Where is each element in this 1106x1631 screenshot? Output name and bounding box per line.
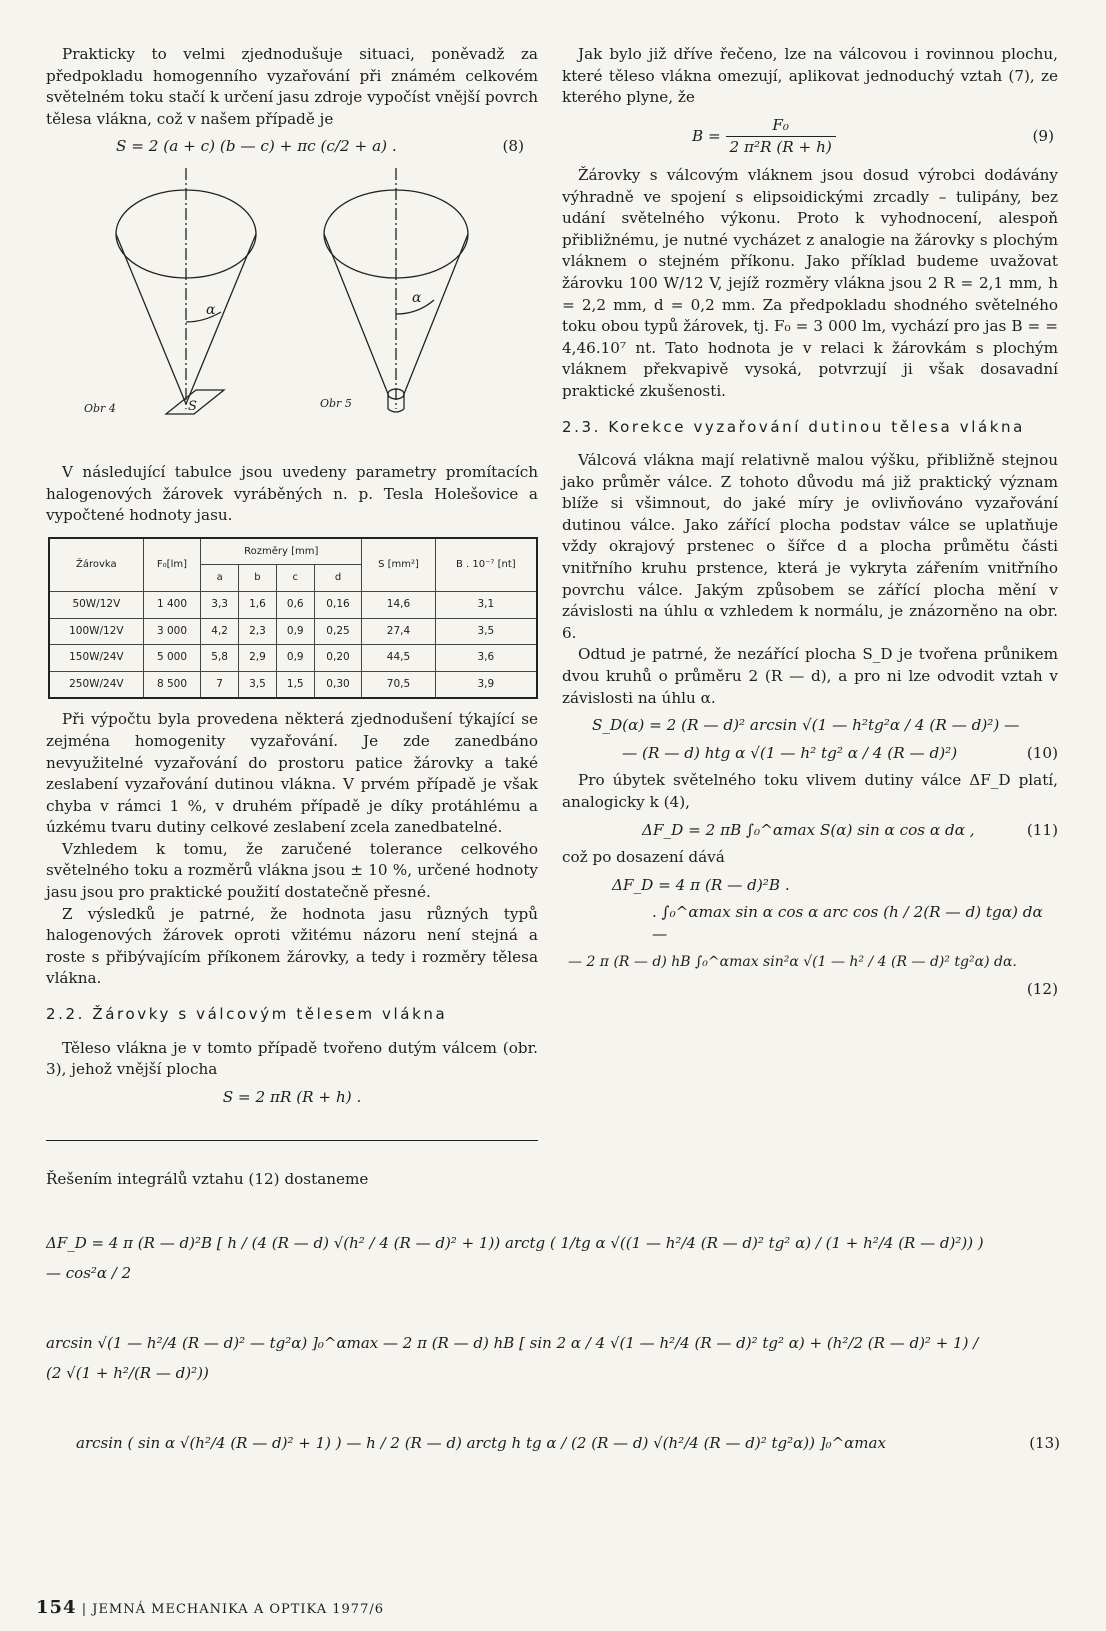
table-header-row [49,538,537,565]
cone-4-angle-arc [186,312,221,322]
cone-5-left-edge [324,234,388,394]
fig-4-label: Obr 4 [84,401,116,415]
cone-5-right-edge [404,234,468,394]
cylinder-5-bottom [388,409,404,412]
paragraph: Žárovky s válcovým vláknem jsou dosud výrobci dodávány výhradně ve spojení s elipsoidickými zrcadly – tulipány, bez udání světelného výkonu. Proto k vyhodnocení, alespoň přibližnému, je nutné vycházet z analogie na žárovky s plochým vláknem o stejném příkonu. Jako příklad budeme uvažovat žárovku 100 W/12 V, jejíž rozměry vlákna jsou 2 R = 2,1 mm, h = 2,2 mm, d = 0,2 mm. Za předpokladu shodného světelného toku obou typů žárovek, tj. F₀ = 3 000 lm, vychází pro jas B = = 4,46.10⁷ nt. Tato hodnota je v relaci k žárovkám s plochým vláknem překvapivě vysoká, potvrzují ji však dosavadní praktické zkušenosti. [562,165,1058,400]
table-cell: 3,6 [435,645,537,672]
section-heading: 2.2. Žárovky s válcovým tělesem vlákna [46,1005,448,1024]
table-cell: 150W/24V [49,645,143,672]
equation-number: (13) [1029,1434,1060,1452]
table-header: S [mm²] [362,538,435,592]
paragraph: Při výpočtu byla provedena některá zjednodušení týkající se zejména homogenity vyzařování. Je zde zanedbáno nevyužitelné vyzařování do prostoru patice žárovky a také zeslabení vyzařování dutinou vlákna. V prvém případě je však chyba v rámci 1 %, v druhém případě je díky protáhlému a úzkému tvaru dutiny celkové zeslabení zcela zanedbatelné. [46,710,538,837]
table-cell: 3,1 [435,591,537,618]
section-heading: 2.3. Korekce vyzařování dutinou tělesa vlákna [562,417,1025,436]
parameter-table [48,537,538,700]
table-cell: 7 [201,671,239,698]
table-cell: 3,3 [201,591,239,618]
equation-text: ΔF_D = 2 πB ∫₀^αmax S(α) sin α cos α dα , [642,820,975,839]
fig-5-label: Obr 5 [320,396,352,410]
paragraph: Jak bylo již dříve řečeno, lze na válcovou i rovinnou plochu, které těleso vlákna omezují, aplikovat jednoduchý vztah (7), ze kterého plyne, že [562,45,1058,107]
table-cell: 70,5 [362,671,435,698]
equation-number: (10) [1026,743,1058,762]
table-cell: 1 400 [143,591,201,618]
cone-4-left-edge [116,234,186,404]
equation-surface: S = 2 πR (R + h) . [222,1087,362,1106]
table-row [49,671,537,698]
equation-number: (12) [1026,980,1058,999]
equation-number: (8) [502,137,524,156]
equation-13-line-1: ΔF_D = 4 π (R — d)²B [ h / (4 (R — d) √(h² / 4 (R — d)² + 1)) arctg ( 1/tg α √((1 — h²/4 (R — d)² tg² α) / (1 + h²/4 (R — d)²)) ) — cos²α / 2 [46,1234,984,1282]
table-cell: 5 000 [143,645,201,672]
section-divider [46,1140,538,1141]
table-cell: 50W/12V [49,591,143,618]
table-cell: 1,6 [239,591,277,618]
table-row [49,618,537,645]
equation-text: S = 2 (a + c) (b — c) + πc (c/2 + a) . [116,137,397,156]
table-cell: 3,9 [435,671,537,698]
paragraph: Prakticky to velmi zjednodušuje situaci, poněvadž za předpokladu homogenního vyzařování při známém celkovém světelném toku stačí k určení jasu zdroje vypočíst vnější povrch tělesa vlákna, což v našem případě je [46,45,538,128]
left-column [46,44,538,1114]
table-cell: 0,9 [276,618,314,645]
paragraph: Pro úbytek světelného toku vlivem dutiny válce ΔF_D platí, analogicky k (4), [562,771,1058,811]
table-cell: 0,6 [276,591,314,618]
paragraph: Válcová vlákna mají relativně malou výšku, přibližně stejnou jako průměr válce. Z tohoto důvodu má již praktický význam blíže si všimnout, do jaké míry je ovlivňováno vyzařování dutinou válce. Jako zářící plocha podstav válce se uplatňuje vždy okrajový prstenec o šířce d a plocha průmětu části vnitřního kruhu prstence, která je vykryta zářením vnitřního povrchu válce. Jakým způsobem se zářící plocha mění v závislosti na úhlu α vzhledem k normálu, je znázorněno na obr. 6. [562,451,1058,642]
table-cell: 3,5 [239,671,277,698]
paragraph: V následující tabulce jsou uvedeny parametry promítacích halogenových žárovek vyráběných n. p. Tesla Holešovice a vypočtené hodnoty jasu. [46,462,538,525]
paragraph: Vzhledem k tomu, že zaručené tolerance celkového světelného toku a rozměrů vlákna jsou ± 10 %, určené hodnoty jasu jsou pro praktické použití dostatečně přesné. [46,839,538,902]
fig-4-s-label: S [188,398,197,414]
table-header: F₀[lm] [143,538,201,592]
table-cell: 2,9 [239,645,277,672]
right-column [562,44,1058,1001]
equation-text: arcsin ( sin α √(h²/4 (R — d)² + 1) ) — h / 2 (R — d) arctg h tg α / (2 (R — d) √(h²/4 (R — d)² tg²α)) ]₀^αmax [76,1434,886,1452]
equation-fraction [726,115,836,159]
table-header: B . 10⁻⁷ [nt] [435,538,537,592]
figures-4-5 [46,164,538,454]
table-cell: 8 500 [143,671,201,698]
equation-8 [46,136,538,158]
equation-number: (11) [1026,820,1058,839]
equation-13-line-2: arcsin √(1 — h²/4 (R — d)² — tg²α) ]₀^αmax — 2 π (R — d) hB [ sin 2 α / 4 √(1 — h²/4 (R — d)² tg² α) + (h²/2 (R — d)² + 1) / (2 √(1 + h²/(R — d)²)) [46,1334,979,1382]
table-cell: 5,8 [201,645,239,672]
table-cell: 0,20 [314,645,362,672]
fraction-numerator: F₀ [726,115,836,138]
table-cell: 100W/12V [49,618,143,645]
cone-4-right-edge [186,234,256,404]
table-cell: 3,5 [435,618,537,645]
table-cell: 3 000 [143,618,201,645]
fraction-denominator: 2 π²R (R + h) [729,138,832,157]
table-cell: 1,5 [276,671,314,698]
equation-12c: — 2 π (R — d) hB ∫₀^αmax sin²α √(1 — h² / 4 (R — d)² tg²α) dα. [568,953,1017,970]
table-subheader: c [276,565,314,592]
equation-12b: . ∫₀^αmax sin α cos α arc cos (h / 2(R — d) tgα) dα — [652,903,1043,943]
paragraph: Těleso vlákna je v tomto případě tvořeno dutým válcem (obr. 3), jehož vnější plocha [46,1038,538,1079]
table-cell: 0,30 [314,671,362,698]
equation-number: (9) [1032,127,1054,146]
page-footer: 154 | JEMNÁ MECHANIKA A OPTIKA 1977/6 [36,1597,385,1618]
equation-12a: ΔF_D = 4 π (R — d)²B . [612,875,790,894]
equation-10a: S_D(α) = 2 (R — d)² arcsin √(1 — h²tg²α / 4 (R — d)²) — [592,716,1020,735]
equation-11 [562,820,1058,842]
paragraph: Řešením integrálů vztahu (12) dostaneme [46,1170,369,1188]
journal-name: JEMNÁ MECHANIKA A OPTIKA 1977/6 [92,1602,385,1617]
table-cell: 250W/24V [49,671,143,698]
table-subheader: d [314,565,362,592]
table-cell: 0,25 [314,618,362,645]
table-row [49,645,537,672]
paragraph: což po dosazení dává [562,848,725,867]
table-cell: 27,4 [362,618,435,645]
table-header: Žárovka [49,538,143,592]
table-cell: 2,3 [239,618,277,645]
table-cell: 0,9 [276,645,314,672]
table-cell: 4,2 [201,618,239,645]
table-cell: 14,6 [362,591,435,618]
table-cell: 44,5 [362,645,435,672]
paragraph: Odtud je patrné, že nezářící plocha S_D je tvořena průnikem dvou kruhů o průměru 2 (R — d), a pro ni lze odvodit vztah v závislosti na úhlu α. [562,645,1058,707]
bottom-section [46,1170,1060,1458]
equation-10 [562,743,1058,765]
fig-4-alpha: α [206,301,216,318]
equation-9 [562,115,1058,159]
equation-lhs: B = [692,126,721,145]
table-subheader: a [201,565,239,592]
table-subheader: b [239,565,277,592]
paragraph: Z výsledků je patrné, že hodnota jasu různých typů halogenových žárovek oproti vžitému názoru není stejná a roste s přibývajícím příkonem žárovky, a tedy i rozměry tělesa vlákna. [46,904,538,988]
page-number: 154 [36,1597,77,1618]
table-header: Rozměry [mm] [201,538,362,565]
equation-13-line-3 [46,1428,1060,1458]
table-cell: 0,16 [314,591,362,618]
fig-5-alpha: α [412,289,422,306]
table-row [49,591,537,618]
equation-text: — (R — d) htg α √(1 — h² tg² α / 4 (R — d)²) [622,743,958,762]
